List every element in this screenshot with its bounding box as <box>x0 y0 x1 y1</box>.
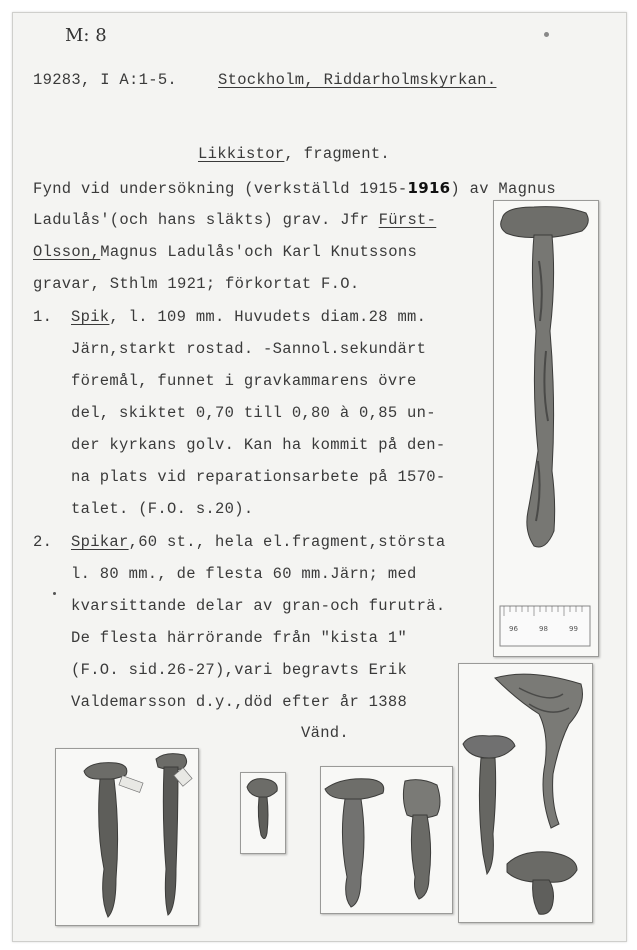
handwritten-label: M: 8 <box>65 25 107 46</box>
item1-line-3: föremål, funnet i gravkammarens övre <box>71 372 417 390</box>
nail-shank <box>479 758 495 874</box>
item1-line-7: talet. (F.O. s.20). <box>71 500 254 518</box>
item1-text: , l. 109 mm. Huvudets diam.28 mm. <box>109 308 427 326</box>
nail-shank <box>163 767 178 915</box>
item1-term: Spik <box>71 308 110 326</box>
reference-author: Olsson, <box>33 243 101 261</box>
item2-number: 2. <box>33 533 53 551</box>
photo-nails-with-wood <box>320 766 453 914</box>
item2-line-5: (F.O. sid.26-27),vari begravts Erik <box>71 661 408 679</box>
nail-head <box>84 763 127 780</box>
intro-text: ) av Magnus <box>450 180 557 198</box>
item2-text: ,60 st., hela el.fragment,största <box>128 533 446 551</box>
margin-dot <box>53 592 56 595</box>
item2-line-7: Vänd. <box>301 724 350 742</box>
title-rest: , fragment. <box>284 145 391 163</box>
intro-line-1 <box>33 179 556 198</box>
reference-author: Fürst- <box>378 211 437 229</box>
item1-line-6: na plats vid reparationsarbete på 1570- <box>71 468 446 486</box>
intro-text: Ladulås'(och hans släkts) grav. Jfr <box>33 211 379 229</box>
nail-head <box>325 779 384 800</box>
nail-head <box>247 779 277 798</box>
item2-line-6: Valdemarsson d.y.,död efter år 1388 <box>71 693 408 711</box>
ink-dot <box>544 32 549 37</box>
item2-line-1 <box>71 533 445 551</box>
wood-block <box>403 780 440 818</box>
photo-nails-wood <box>458 663 593 923</box>
intro-line-3 <box>33 243 417 261</box>
nail-shank-with-wood <box>411 815 430 899</box>
ruler-label-3: 99 <box>569 625 578 633</box>
photo-small-nail <box>240 772 286 854</box>
photo-nail-1 <box>493 200 599 657</box>
ruler-label-1: 96 <box>509 625 518 633</box>
nail-head <box>507 852 577 883</box>
nail-1-figure <box>494 201 598 656</box>
photo-nails-tagged <box>55 748 199 926</box>
item1-number: 1. <box>33 308 53 326</box>
ruler-label-2: 98 <box>539 625 548 633</box>
intro-line-2 <box>33 211 436 229</box>
item1-line-2: Järn,starkt rostad. -Sannol.sekundärt <box>71 340 427 358</box>
intro-text: Magnus Ladulås'och Karl Knutssons <box>100 243 418 261</box>
nails-with-wood-figure <box>321 767 452 913</box>
item2-term: Spikar <box>71 533 129 551</box>
item1-line-4: del, skiktet 0,70 till 0,80 à 0,85 un- <box>71 404 436 422</box>
item2-line-4: De flesta härrörande från "kista 1" <box>71 629 408 647</box>
card-title <box>198 145 390 163</box>
tag <box>119 776 143 793</box>
nails-wood-figure <box>459 664 592 922</box>
intro-line-4: gravar, Sthlm 1921; förkortat F.O. <box>33 275 360 293</box>
find-location: Stockholm, Riddarholmskyrkan. <box>218 71 497 89</box>
intro-text: Fynd vid undersökning (verkställd 1915- <box>33 180 408 198</box>
handwritten-year: 1916 <box>407 179 451 197</box>
nail-stub <box>533 880 554 914</box>
item2-line-2: l. 80 mm., de flesta 60 mm.Järn; med <box>71 565 417 583</box>
small-nail-figure <box>241 773 285 853</box>
title-term: Likkistor <box>198 145 285 163</box>
item1-line-1 <box>71 308 426 326</box>
nail-head <box>501 207 589 238</box>
nail-shank <box>258 797 268 839</box>
nail-head <box>463 736 515 758</box>
nail-shank <box>99 779 118 917</box>
catalog-number: 19283, I A:1-5. <box>33 71 178 89</box>
item1-line-5: der kyrkans golv. Kan ha kommit på den- <box>71 436 446 454</box>
nails-tagged-figure <box>56 749 198 925</box>
item2-line-3: kvarsittande delar av gran-och furuträ. <box>71 597 446 615</box>
nail-shank-with-wood <box>342 799 364 907</box>
